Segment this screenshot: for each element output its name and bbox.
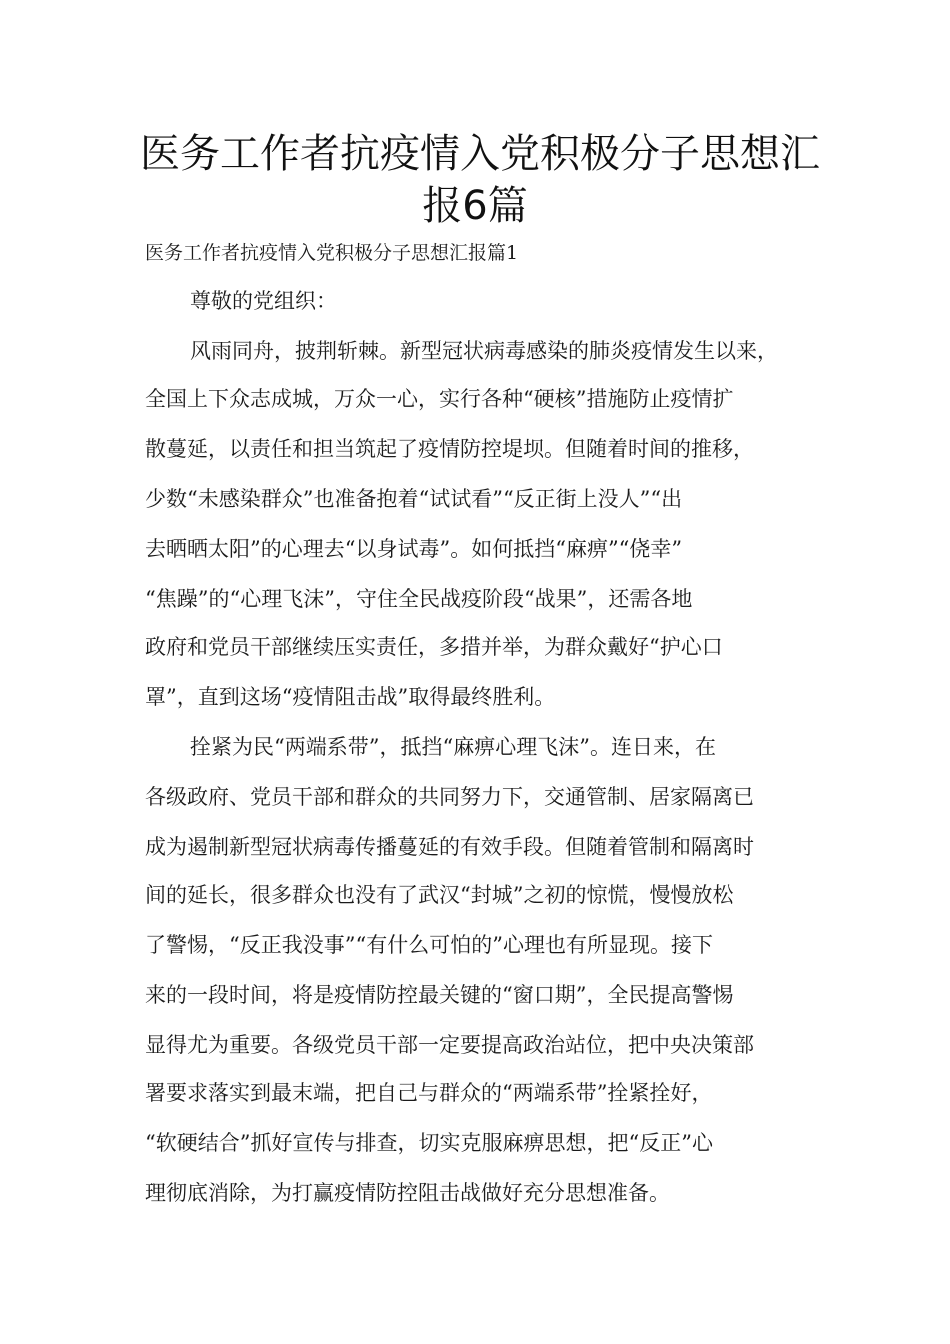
paragraph-line: “焦躁”的“心理飞沫”，守住全民战疫阶段“战果”，还需各地 xyxy=(145,587,693,611)
document-title-line-1: 医务工作者抗疫情入党积极分子思想汇 xyxy=(140,131,820,177)
paragraph-line: 理彻底消除，为打赢疫情防控阻击战做好充分思想准备。 xyxy=(145,1181,670,1205)
paragraph-line: 风雨同舟，披荆斩棘。新型冠状病毒感染的肺炎疫情发生以来， xyxy=(190,339,778,363)
paragraph-line: 全国上下众志成城，万众一心，实行各种“硬核”措施防止疫情扩 xyxy=(145,387,734,411)
paragraph-line: “软硬结合”抓好宣传与排查，切实克服麻痹思想，把“反正”心 xyxy=(145,1131,713,1155)
paragraph-line: 政府和党员干部继续压实责任，多措并举，为群众戴好“护心口 xyxy=(145,635,723,659)
paragraph-line: 显得尤为重要。各级党员干部一定要提高政治站位，把中央决策部 xyxy=(145,1033,754,1057)
paragraph-line: 成为遏制新型冠状病毒传播蔓延的有效手段。但随着管制和隔离时 xyxy=(145,835,754,859)
paragraph-line: 罩”，直到这场“疫情阻击战”取得最终胜利。 xyxy=(145,685,556,709)
document-title-line-2: 报6篇 xyxy=(422,183,528,229)
paragraph-line: 间的延长，很多群众也没有了武汉“封城”之初的惊慌，慢慢放松 xyxy=(145,883,734,907)
section-subtitle: 医务工作者抗疫情入党积极分子思想汇报篇1 xyxy=(145,242,519,264)
paragraph-line: 去晒晒太阳”的心理去“以身试毒”。如何抵挡“麻痹”“侥幸” xyxy=(145,537,683,561)
paragraph-line: 署要求落实到最末端，把自己与群众的“两端系带”拴紧拴好， xyxy=(145,1081,713,1105)
paragraph-line: 了警惕，“反正我没事”“有什么可怕的”心理也有所显现。接下 xyxy=(145,933,713,957)
paragraph-line: 散蔓延，以责任和担当筑起了疫情防控堤坝。但随着时间的推移， xyxy=(145,437,754,461)
paragraph-line: 少数“未感染群众”也准备抱着“试试看”“反正街上没人”“出 xyxy=(145,487,683,511)
paragraph-line: 各级政府、党员干部和群众的共同努力下，交通管制、居家隔离已 xyxy=(145,785,754,809)
paragraph-line: 来的一段时间，将是疫情防控最关键的“窗口期”，全民提高警惕 xyxy=(145,983,734,1007)
paragraph-line: 拴紧为民“两端系带”，抵挡“麻痹心理飞沫”。连日来，在 xyxy=(190,735,716,759)
salutation: 尊敬的党组织： xyxy=(190,289,337,313)
